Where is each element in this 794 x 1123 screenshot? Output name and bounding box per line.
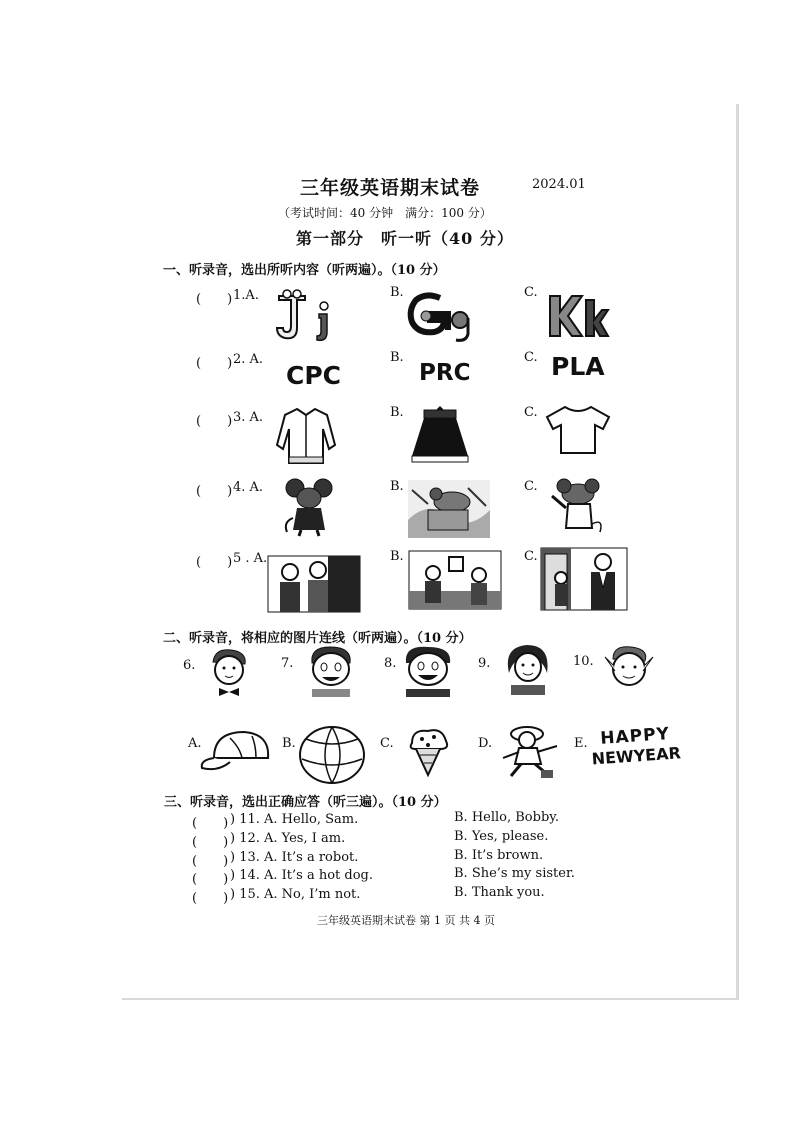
ball-icon: [298, 725, 366, 785]
option-b: B. Thank you.: [454, 885, 545, 900]
option-b-label: B.: [390, 285, 404, 300]
option-c-label: C.: [524, 285, 538, 300]
option-c-label: C.: [524, 479, 538, 494]
section3-heading: 三、听录音，选出正确应答（听三遍）。（10 分）: [164, 795, 447, 810]
girl-running-icon: [497, 724, 571, 780]
scene-room-icon: [409, 551, 501, 609]
boy-laughing-icon: [400, 645, 456, 697]
jacket-icon: [275, 405, 337, 467]
option-b: B. Hello, Bobby.: [454, 810, 560, 825]
exam-date: 2024.01: [532, 177, 586, 192]
boy-smiling-icon: [304, 645, 358, 697]
letter-g-icon: [406, 290, 472, 342]
question-number: 4. A.: [233, 480, 264, 495]
answer-blank[interactable]: ( ): [196, 555, 233, 570]
ice-cream-icon: [406, 725, 452, 777]
option-b: B. She’s my sister.: [454, 866, 575, 881]
acronym-text: PLA: [551, 352, 605, 381]
item-letter: C.: [380, 736, 394, 751]
answer-blank[interactable]: ( ): [192, 891, 229, 906]
item-letter: E.: [574, 736, 588, 751]
person-number: 7.: [281, 656, 294, 671]
acronym-text: CPC: [286, 361, 342, 390]
option-b-label: B.: [390, 549, 404, 564]
option-c-label: C.: [524, 350, 538, 365]
question-number: 2. A.: [233, 352, 264, 367]
question-number: 3. A.: [233, 410, 264, 425]
boy-bowtie-icon: [205, 648, 253, 698]
page-edge-bottom: [122, 998, 739, 1000]
page-title: 三年级英语期末试卷: [300, 177, 481, 199]
answer-blank[interactable]: ( ): [196, 356, 233, 371]
part-heading: 第一部分 听一听（40 分）: [296, 229, 514, 248]
answer-blank[interactable]: ( ): [196, 292, 233, 307]
question-number: 1.A.: [233, 288, 259, 303]
person-number: 10.: [573, 654, 594, 669]
mouse-cartoon-icon: [283, 478, 335, 538]
scene-door-icon: [541, 548, 627, 610]
option-a: ) 15. A. No, I’m not.: [230, 887, 361, 902]
happy-text: HAPPY: [599, 724, 671, 749]
answer-blank[interactable]: ( ): [196, 484, 233, 499]
option-b-label: B.: [390, 350, 404, 365]
person-number: 6.: [183, 658, 196, 673]
mouse-scene-icon: [408, 480, 490, 538]
answer-blank[interactable]: ( ): [192, 835, 229, 850]
option-a: ) 13. A. It’s a robot.: [230, 850, 359, 865]
boy-pointed-ears-icon: [603, 643, 655, 695]
letter-k-icon: [546, 290, 610, 340]
girl-icon: [503, 643, 553, 695]
answer-blank[interactable]: ( ): [196, 414, 233, 429]
skirt-icon: [408, 406, 472, 466]
item-letter: D.: [478, 736, 493, 751]
exam-info: （考试时间：40 分钟 满分：100 分）: [278, 206, 492, 220]
mouse-waving-icon: [542, 478, 612, 536]
cap-icon: [200, 728, 272, 774]
option-c-label: C.: [524, 549, 538, 564]
page-footer: 三年级英语期末试卷 第 1 页 共 4 页: [317, 914, 495, 927]
page-edge-right: [736, 104, 739, 1000]
option-b: B. Yes, please.: [454, 829, 549, 844]
person-number: 9.: [478, 656, 491, 671]
happy-new-year-icon: [590, 724, 682, 769]
option-b-label: B.: [390, 405, 404, 420]
option-b-label: B.: [390, 479, 404, 494]
answer-blank[interactable]: ( ): [192, 816, 229, 831]
option-a: ) 14. A. It’s a hot dog.: [230, 868, 373, 883]
person-number: 8.: [384, 656, 397, 671]
answer-blank[interactable]: ( ): [192, 872, 229, 887]
option-a: ) 11. A. Hello, Sam.: [230, 812, 359, 827]
item-letter: B.: [282, 736, 296, 751]
item-letter: A.: [188, 736, 202, 751]
answer-blank[interactable]: ( ): [192, 854, 229, 869]
acronym-text: PRC: [419, 360, 471, 386]
option-c-label: C.: [524, 405, 538, 420]
option-a: ) 12. A. Yes, I am.: [230, 831, 346, 846]
tshirt-icon: [545, 405, 611, 455]
scene-greeting-icon: [268, 556, 360, 612]
section1-heading: 一、听录音，选出所听内容（听两遍）。（10 分）: [163, 263, 446, 278]
section2-heading: 二、听录音，将相应的图片连线（听两遍）。（10 分）: [163, 631, 472, 646]
new-year-text: NEWYEAR: [591, 743, 682, 769]
letter-j-icon: [273, 288, 343, 344]
option-b: B. It’s brown.: [454, 848, 544, 863]
question-number: 5 . A.: [233, 551, 268, 566]
